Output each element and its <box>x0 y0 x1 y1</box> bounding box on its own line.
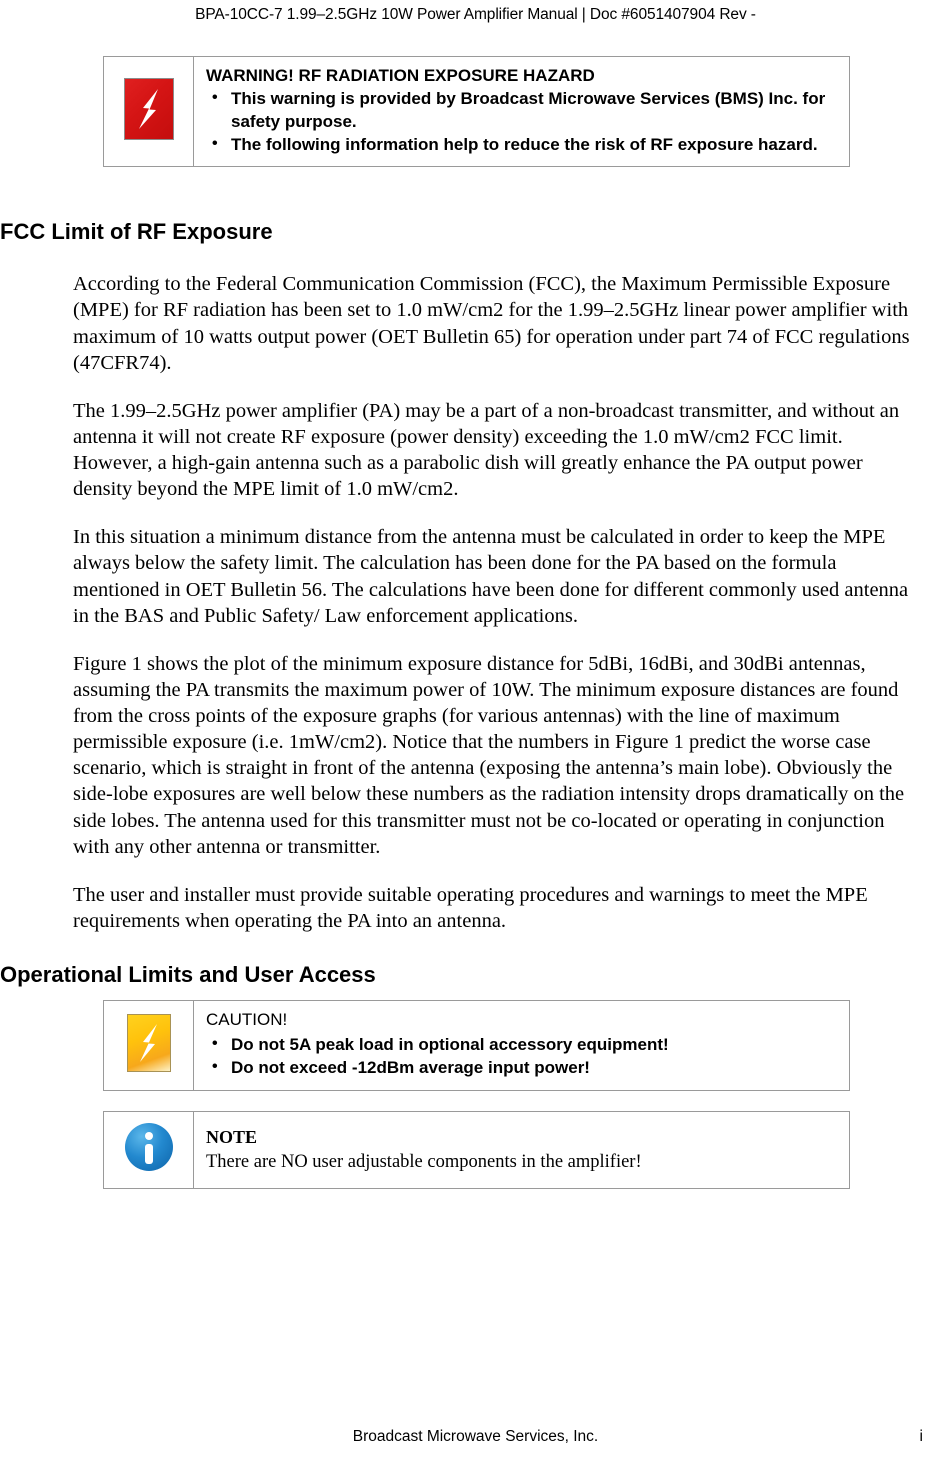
document-running-header: BPA-10CC-7 1.99–2.5GHz 10W Power Amplifier Manual | Doc #6051407904 Rev - <box>195 6 756 23</box>
body-paragraph: Figure 1 shows the plot of the minimum exposure distance for 5dBi, 16dBi, and 30dBi antennas, assuming the PA transmits the maximum power of 10W. The minimum exposure distances are found from the cross points of the exposure graphs (for various antennas) with the line of maximum permissible exposure (i.e. 1mW/cm2). Notice that the numbers in Figure 1 predict the worse case scenario, which is straight in front of the antenna (exposing the antenna’s main lobe). Obviously the side-lobe exposures are well below these numbers as the radiation intensity drops dramatically on the side lobes. The antenna used for this transmitter must not be co-located or operating in conjunction with any other antenna or transmitter. <box>73 652 905 858</box>
body-paragraph: In this situation a minimum distance from the antenna must be calculated in order to keep the MPE always below the safety limit. The calculation has been done for the PA based on the formula mentioned in OET Bulletin 56. The calculations have been done for different commonly used antenna in the BAS and Public Safety/ Law enforcement applications. <box>73 526 909 627</box>
info-dot <box>145 1132 153 1140</box>
caution-bullet-item: • Do not exceed -12dBm average input power! <box>206 1057 839 1080</box>
note-callout-box <box>103 1111 850 1189</box>
note-title: NOTE <box>206 1126 258 1147</box>
footer-page-number: i <box>919 1428 923 1445</box>
warning-bullet-item: • This warning is provided by Broadcast Microwave Services (BMS) Inc. for safety purpose. <box>206 88 839 133</box>
body-paragraph: The user and installer must provide suitable operating procedures and warnings to meet the MPE requirements when operating the PA into an antenna. <box>73 883 868 932</box>
footer-company-name: Broadcast Microwave Services, Inc. <box>352 1428 599 1445</box>
note-callout-row <box>104 1111 850 1188</box>
rf-radiation-warning-icon <box>124 78 174 140</box>
caution-callout-row <box>104 1001 850 1091</box>
note-body-text: There are NO user adjustable components in the amplifier! <box>206 1152 642 1173</box>
info-stem <box>145 1144 153 1164</box>
caution-callout-box <box>103 1000 850 1091</box>
body-paragraph: The 1.99–2.5GHz power amplifier (PA) may be a part of a non-broadcast transmitter, and without an antenna it will not create RF exposure (power density) exceeding the 1.0 mW/cm2 FCC limit. However, a high-gain antenna such as a parabolic dish will greatly enhance the PA output power density beyond the MPE limit of 1.0 mW/cm2. <box>73 399 900 501</box>
warning-icon-cell <box>104 57 194 167</box>
caution-lightning-icon <box>127 1014 171 1072</box>
body-paragraph: According to the Federal Communication Commission (FCC), the Maximum Permissible Exposure (MPE) for RF radiation has been set to 1.0 mW/cm2 for the 1.99–2.5GHz linear power amplifier with maximum of 10 watts output power (OET Bulletin 65) for operation under part 74 of FCC regulations (47CFR74). <box>73 273 910 374</box>
warning-callout-row <box>104 57 850 167</box>
caution-title: CAUTION! <box>206 1010 288 1030</box>
note-text-cell <box>194 1111 850 1188</box>
caution-bullet-list <box>206 1034 839 1079</box>
warning-callout-box <box>103 56 850 167</box>
fcc-paragraph-block <box>73 271 914 934</box>
warning-title: WARNING! RF RADIATION EXPOSURE HAZARD <box>206 66 595 85</box>
section-heading-operational-limits: Operational Limits and User Access <box>0 962 376 988</box>
caution-text-cell <box>194 1001 850 1091</box>
note-icon-cell <box>104 1111 194 1188</box>
warning-bullet-item: • The following information help to reduce the risk of RF exposure hazard. <box>206 134 839 157</box>
lightning-bolt-icon <box>134 1021 164 1065</box>
section-heading-fcc-limit: FCC Limit of RF Exposure <box>0 219 273 245</box>
warning-bullet-list <box>206 88 839 156</box>
info-circle-icon <box>125 1123 173 1171</box>
caution-icon-cell <box>104 1001 194 1091</box>
caution-bullet-item: • Do not 5A peak load in optional accessory equipment! <box>206 1034 839 1057</box>
lightning-bolt-icon <box>132 86 166 132</box>
document-body <box>0 56 951 1189</box>
warning-text-cell <box>194 57 850 167</box>
